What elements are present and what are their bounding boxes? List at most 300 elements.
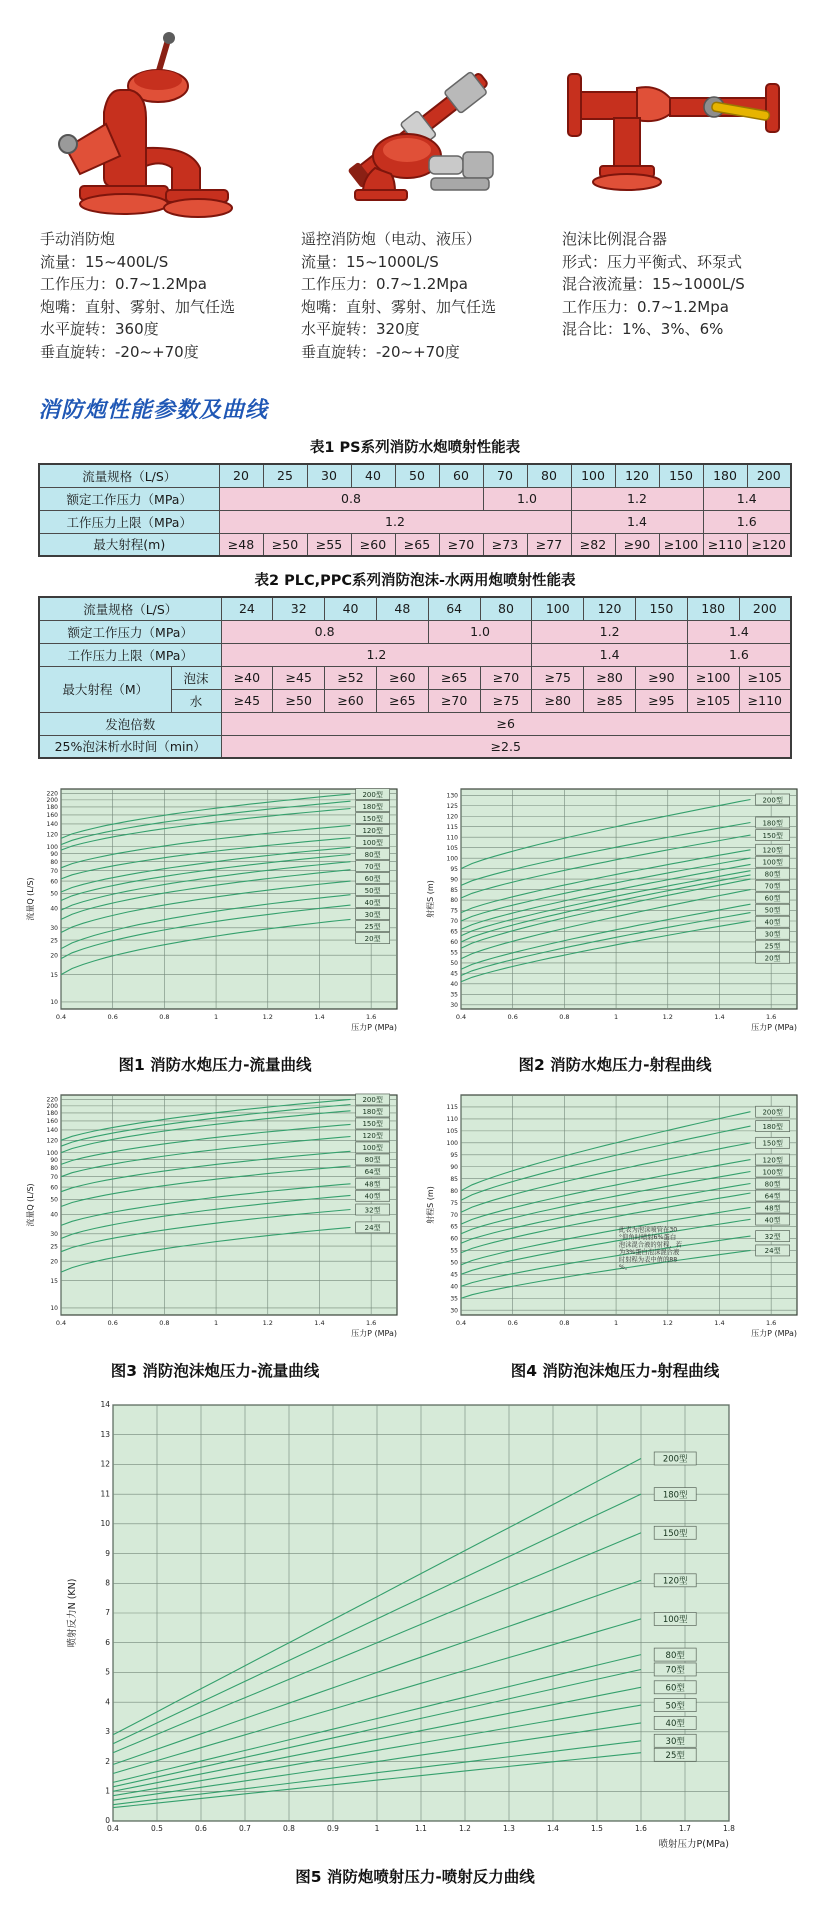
table-data-cell: 1.2 xyxy=(532,620,687,643)
y-axis-tick: 90 xyxy=(50,1156,58,1164)
y-axis-tick: 120 xyxy=(446,813,458,821)
y-axis-tick: 15 xyxy=(50,1277,58,1285)
y-axis-tick: 180 xyxy=(46,1110,58,1118)
curve-label-80型: 80型 xyxy=(764,870,781,879)
figure5-caption: 图5 消防炮喷射压力-喷射反力曲线 xyxy=(295,1868,535,1886)
table-data-cell: ≥90 xyxy=(615,533,659,556)
curve-label-60型: 60型 xyxy=(764,894,781,903)
curve-label-180型: 180型 xyxy=(662,1490,688,1501)
table-data-cell: ≥77 xyxy=(527,533,571,556)
chart-fig4 xyxy=(423,1087,807,1353)
y-axis-tick: 70 xyxy=(450,918,458,926)
table-data-cell: 0.8 xyxy=(219,487,483,510)
y-axis-tick: 10 xyxy=(100,1519,110,1529)
x-axis-tick: 1.2 xyxy=(459,1824,471,1833)
figure-5 xyxy=(55,1393,775,1887)
y-axis-tick: 30 xyxy=(50,1231,58,1239)
curve-label-25型: 25型 xyxy=(364,922,381,931)
x-axis-label: 压力P (MPa) xyxy=(351,1329,397,1338)
table-data-cell: 1.2 xyxy=(219,510,571,533)
y-axis-tick: 100 xyxy=(446,855,458,863)
table-header-value: 32 xyxy=(273,597,325,620)
curve-label-25型: 25型 xyxy=(764,942,781,951)
table-data-cell: ≥110 xyxy=(739,689,791,712)
curve-label-180型: 180型 xyxy=(762,819,783,828)
x-axis-tick: 1.7 xyxy=(679,1824,691,1833)
y-axis-tick: 1 xyxy=(105,1786,110,1796)
y-axis-tick: 6 xyxy=(105,1637,110,1647)
table-data-cell: ≥70 xyxy=(428,689,480,712)
y-axis-label: 射程S (m) xyxy=(426,1186,435,1224)
product-spec-line: 炮嘴：直射、雾射、加气任选 xyxy=(301,297,497,316)
x-axis-tick: 1.2 xyxy=(262,1319,273,1327)
product-name: 手动消防炮 xyxy=(40,230,116,248)
curve-label-180型: 180型 xyxy=(762,1122,783,1131)
product-spec-line: 垂直旋转：-20~+70度 xyxy=(301,342,460,361)
curve-label-200型: 200型 xyxy=(362,790,383,799)
table-data-cell: ≥6 xyxy=(221,712,791,735)
table-data-cell: ≥105 xyxy=(739,666,791,689)
figure1-plot xyxy=(19,781,411,1051)
y-axis-tick: 220 xyxy=(46,790,58,798)
table-header-value: 40 xyxy=(325,597,377,620)
y-axis-tick: 10 xyxy=(50,1305,58,1313)
table-data-cell: 1.2 xyxy=(221,643,532,666)
x-axis-tick: 1.5 xyxy=(591,1824,603,1833)
curve-label-150型: 150型 xyxy=(762,1139,783,1148)
table-header-value: 24 xyxy=(221,597,273,620)
y-axis-tick: 11 xyxy=(100,1489,110,1499)
y-axis-tick: 55 xyxy=(450,949,458,957)
table-data-cell: ≥45 xyxy=(221,689,273,712)
figure4-caption: 图4 消防泡沫炮压力-射程曲线 xyxy=(510,1362,720,1380)
table-header-value: 40 xyxy=(351,464,395,487)
table-header-label: 流量规格（L/S） xyxy=(39,464,219,487)
manual-fire-monitor-image xyxy=(40,26,285,218)
figure3-plot xyxy=(19,1087,411,1357)
chart-fig1 xyxy=(23,781,407,1047)
table-data-cell: ≥70 xyxy=(439,533,483,556)
y-axis-tick: 50 xyxy=(450,1259,458,1267)
curve-label-50型: 50型 xyxy=(665,1701,685,1712)
table-data-cell: ≥80 xyxy=(584,666,636,689)
y-axis-tick: 115 xyxy=(446,823,458,831)
remote-fire-monitor-image xyxy=(301,26,546,218)
table-data-cell: ≥40 xyxy=(221,666,273,689)
y-axis-tick: 20 xyxy=(50,952,58,960)
figure3-caption: 图3 消防泡沫炮压力-流量曲线 xyxy=(110,1362,320,1380)
x-axis-tick: 1 xyxy=(214,1319,219,1327)
y-axis-tick: 40 xyxy=(450,981,458,989)
curve-label-200型: 200型 xyxy=(762,796,783,805)
y-axis-tick: 100 xyxy=(46,843,58,851)
table-row-label: 额定工作压力（MPa） xyxy=(39,487,219,510)
table-data-cell: ≥2.5 xyxy=(221,735,791,758)
table-header-value: 100 xyxy=(532,597,584,620)
y-axis-tick: 105 xyxy=(446,844,458,852)
table-header-value: 25 xyxy=(263,464,307,487)
curve-label-50型: 50型 xyxy=(764,906,781,915)
curve-label-30型: 30型 xyxy=(364,910,381,919)
curve-label-120型: 120型 xyxy=(762,1156,783,1165)
y-axis-tick: 75 xyxy=(450,1199,458,1207)
curve-label-48型: 48型 xyxy=(764,1204,781,1213)
table-data-cell: 1.2 xyxy=(571,487,703,510)
table-data-cell: ≥100 xyxy=(659,533,703,556)
section-title: 消防炮性能参数及曲线 xyxy=(38,398,269,423)
table-data-cell: ≥60 xyxy=(351,533,395,556)
table1-title: 表1 PS系列消防水炮喷射性能表 xyxy=(309,440,521,456)
curve-label-30型: 30型 xyxy=(665,1736,685,1747)
x-axis-tick: 0.6 xyxy=(107,1319,118,1327)
y-axis-tick: 30 xyxy=(50,925,58,933)
foam-proportioner-image xyxy=(562,26,812,218)
y-axis-tick: 140 xyxy=(46,821,58,829)
y-axis-tick: 140 xyxy=(46,1127,58,1135)
product-spec-line: 流量：15~1000L/S xyxy=(301,252,439,271)
table-data-cell: 1.4 xyxy=(571,510,703,533)
curve-label-100型: 100型 xyxy=(762,1168,783,1177)
curve-label-70型: 70型 xyxy=(364,862,381,871)
curve-label-80型: 80型 xyxy=(364,1156,381,1165)
table-data-cell: 1.0 xyxy=(483,487,571,510)
x-axis-tick: 1.2 xyxy=(662,1319,673,1327)
x-axis-tick: 0.6 xyxy=(107,1013,118,1021)
x-axis-tick: 1 xyxy=(374,1824,380,1833)
y-axis-tick: 45 xyxy=(450,970,458,978)
chart-fig5 xyxy=(65,1393,765,1859)
curve-label-20型: 20型 xyxy=(764,954,781,963)
table-header-value: 70 xyxy=(483,464,527,487)
y-axis-tick: 60 xyxy=(50,1184,58,1192)
table-header-label: 流量规格（L/S） xyxy=(39,597,221,620)
x-axis-tick: 1.6 xyxy=(635,1824,647,1833)
x-axis-tick: 1.1 xyxy=(415,1824,427,1833)
x-axis-tick: 1.4 xyxy=(547,1824,559,1833)
x-axis-tick: 1.4 xyxy=(314,1319,325,1327)
curve-label-100型: 100型 xyxy=(362,1144,383,1153)
table-data-cell: 1.6 xyxy=(687,643,791,666)
table-data-cell: ≥65 xyxy=(376,689,428,712)
table-data-cell: ≥48 xyxy=(219,533,263,556)
curve-label-150型: 150型 xyxy=(662,1528,688,1539)
x-axis-label: 压力P (MPa) xyxy=(351,1023,397,1032)
y-axis-tick: 8 xyxy=(105,1578,110,1588)
x-axis-tick: 0.8 xyxy=(559,1319,570,1327)
y-axis-tick: 80 xyxy=(50,858,58,866)
x-axis-tick: 1.6 xyxy=(765,1319,777,1327)
y-axis-tick: 85 xyxy=(450,1175,458,1183)
curve-label-40型: 40型 xyxy=(364,898,381,907)
x-axis-tick: 0.4 xyxy=(455,1013,467,1021)
y-axis-tick: 130 xyxy=(446,792,458,800)
y-axis-tick: 7 xyxy=(105,1608,110,1618)
table-data-cell: ≥110 xyxy=(703,533,747,556)
figure-3 xyxy=(19,1087,411,1381)
table-data-cell: ≥65 xyxy=(395,533,439,556)
table-header-value: 30 xyxy=(307,464,351,487)
table1 xyxy=(38,463,792,557)
y-axis-tick: 70 xyxy=(50,867,58,875)
y-axis-tick: 100 xyxy=(46,1149,58,1157)
table-header-value: 180 xyxy=(687,597,739,620)
y-axis-tick: 0 xyxy=(105,1816,110,1826)
table-header-value: 48 xyxy=(376,597,428,620)
table-data-cell: 0.8 xyxy=(221,620,428,643)
y-axis-tick: 125 xyxy=(446,802,458,810)
y-axis-tick: 115 xyxy=(446,1104,458,1112)
table-row-label: 最大射程(m) xyxy=(39,533,219,556)
x-axis-tick: 0.4 xyxy=(455,1319,467,1327)
x-axis-tick: 0.7 xyxy=(239,1824,251,1833)
curve-label-50型: 50型 xyxy=(364,886,381,895)
table-data-cell: ≥100 xyxy=(687,666,739,689)
table-header-value: 60 xyxy=(439,464,483,487)
y-axis-tick: 40 xyxy=(50,905,58,913)
curve-label-200型: 200型 xyxy=(762,1108,783,1117)
curve-label-25型: 25型 xyxy=(665,1750,685,1761)
y-axis-tick: 85 xyxy=(450,886,458,894)
table-data-cell: 1.4 xyxy=(687,620,791,643)
x-axis-tick: 1.4 xyxy=(714,1319,725,1327)
table-row-label: 发泡倍数 xyxy=(39,712,221,735)
x-axis-tick: 0.6 xyxy=(507,1013,518,1021)
product-specs xyxy=(562,251,812,341)
x-axis-tick: 0.6 xyxy=(195,1824,207,1833)
x-axis-tick: 0.8 xyxy=(159,1013,170,1021)
table-data-cell: ≥50 xyxy=(273,689,325,712)
y-axis-tick: 45 xyxy=(450,1271,458,1279)
curve-label-24型: 24型 xyxy=(764,1247,781,1256)
x-axis-tick: 0.8 xyxy=(283,1824,295,1833)
y-axis-tick: 110 xyxy=(446,834,458,842)
y-axis-tick: 20 xyxy=(50,1258,58,1266)
table-data-cell: ≥60 xyxy=(325,689,377,712)
table-data-cell: 1.4 xyxy=(532,643,687,666)
table1-block xyxy=(0,436,830,557)
x-axis-tick: 0.4 xyxy=(55,1013,67,1021)
table-data-cell: ≥90 xyxy=(636,666,688,689)
x-axis-tick: 1.4 xyxy=(714,1013,725,1021)
x-axis-tick: 1.3 xyxy=(503,1824,515,1833)
table-data-cell: 1.0 xyxy=(428,620,532,643)
curve-label-200型: 200型 xyxy=(362,1096,383,1105)
y-axis-tick: 12 xyxy=(100,1459,110,1469)
y-axis-tick: 40 xyxy=(50,1211,58,1219)
table-header-value: 200 xyxy=(747,464,791,487)
y-axis-tick: 70 xyxy=(450,1211,458,1219)
table2-block xyxy=(0,569,830,759)
x-axis-tick: 1.2 xyxy=(262,1013,273,1021)
product-text xyxy=(40,228,285,363)
products-section xyxy=(0,0,830,363)
curve-label-100型: 100型 xyxy=(362,838,383,847)
y-axis-tick: 65 xyxy=(450,928,458,936)
curve-label-40型: 40型 xyxy=(764,1216,781,1225)
x-axis-tick: 1.4 xyxy=(314,1013,325,1021)
x-axis-tick: 0.5 xyxy=(151,1824,163,1833)
y-axis-tick: 50 xyxy=(50,890,58,898)
product-spec-line: 水平旋转：320度 xyxy=(301,320,420,338)
x-axis-tick: 0.8 xyxy=(559,1013,570,1021)
x-axis-tick: 1 xyxy=(614,1319,619,1327)
curve-label-100型: 100型 xyxy=(762,858,783,867)
table-data-cell: ≥65 xyxy=(428,666,480,689)
table-data-cell: ≥75 xyxy=(480,689,532,712)
y-axis-tick: 200 xyxy=(46,1103,58,1111)
y-axis-label: 流量Q (L/S) xyxy=(26,1183,35,1227)
product-spec-line: 水平旋转：360度 xyxy=(40,320,159,338)
y-axis-tick: 160 xyxy=(46,1118,58,1126)
x-axis-label: 压力P (MPa) xyxy=(751,1329,797,1338)
table-header-value: 150 xyxy=(636,597,688,620)
curve-label-150型: 150型 xyxy=(762,831,783,840)
table-row-label: 额定工作压力（MPa） xyxy=(39,620,221,643)
curve-label-120型: 120型 xyxy=(362,1132,383,1141)
y-axis-tick: 4 xyxy=(105,1697,110,1707)
y-axis-tick: 95 xyxy=(450,1151,458,1159)
table-data-cell: ≥105 xyxy=(687,689,739,712)
table-data-cell: ≥120 xyxy=(747,533,791,556)
x-axis-tick: 0.8 xyxy=(159,1319,170,1327)
figure5-plot xyxy=(55,1393,775,1863)
product-specs xyxy=(301,251,546,364)
product-spec-line: 工作压力：0.7~1.2Mpa xyxy=(562,297,729,316)
table-header-value: 180 xyxy=(703,464,747,487)
table-header-value: 80 xyxy=(527,464,571,487)
curve-label-150型: 150型 xyxy=(362,1120,383,1129)
product-text xyxy=(301,228,546,363)
product-specs xyxy=(40,251,285,364)
chart-fig2 xyxy=(423,781,807,1047)
product-card-foam-proportioner xyxy=(562,26,812,363)
y-axis-tick: 120 xyxy=(46,831,58,839)
y-axis-tick: 180 xyxy=(46,804,58,812)
y-axis-tick: 10 xyxy=(50,999,58,1007)
figure4-plot xyxy=(419,1087,811,1357)
table-data-cell: ≥50 xyxy=(263,533,307,556)
table-row-label: 工作压力上限（MPa） xyxy=(39,643,221,666)
curve-label-70型: 70型 xyxy=(764,882,781,891)
y-axis-label: 喷射反力N (KN) xyxy=(67,1578,78,1648)
curve-label-180型: 180型 xyxy=(362,1108,383,1117)
product-spec-line: 炮嘴：直射、雾射、加气任选 xyxy=(40,297,236,316)
y-axis-tick: 30 xyxy=(450,1002,458,1010)
y-axis-tick: 35 xyxy=(450,991,458,999)
table-data-cell: ≥55 xyxy=(307,533,351,556)
y-axis-tick: 80 xyxy=(450,897,458,905)
table2 xyxy=(38,596,792,759)
y-axis-tick: 95 xyxy=(450,865,458,873)
table-header-value: 100 xyxy=(571,464,615,487)
y-axis-tick: 15 xyxy=(50,971,58,979)
curve-label-200型: 200型 xyxy=(662,1454,688,1465)
product-spec-line: 混合液流量：15~1000L/S xyxy=(562,275,745,293)
product-spec-line: 垂直旋转：-20~+70度 xyxy=(40,342,199,361)
curve-label-120型: 120型 xyxy=(762,846,783,855)
y-axis-tick: 80 xyxy=(50,1164,58,1172)
y-axis-tick: 25 xyxy=(50,1243,58,1251)
curve-label-100型: 100型 xyxy=(662,1615,688,1626)
x-axis-tick: 1 xyxy=(214,1013,219,1021)
product-name: 遥控消防炮（电动、液压） xyxy=(301,230,482,248)
curve-label-40型: 40型 xyxy=(764,918,781,927)
product-card-remote-monitor xyxy=(301,26,546,363)
y-axis-tick: 100 xyxy=(446,1140,458,1148)
y-axis-tick: 120 xyxy=(46,1137,58,1145)
x-axis-tick: 1.6 xyxy=(365,1013,377,1021)
y-axis-tick: 35 xyxy=(450,1295,458,1303)
curve-label-20型: 20型 xyxy=(364,934,381,943)
figure2-plot xyxy=(419,781,811,1051)
charts-section xyxy=(0,775,830,1893)
curve-label-40型: 40型 xyxy=(364,1192,381,1201)
table-data-cell: ≥80 xyxy=(532,689,584,712)
curve-label-64型: 64型 xyxy=(364,1168,381,1177)
table-row-label: 最大射程（M） xyxy=(39,666,171,712)
curve-label-80型: 80型 xyxy=(665,1650,685,1661)
curve-label-64型: 64型 xyxy=(764,1192,781,1201)
table-header-value: 50 xyxy=(395,464,439,487)
y-axis-tick: 55 xyxy=(450,1247,458,1255)
y-axis-tick: 14 xyxy=(100,1400,110,1410)
figure1-caption: 图1 消防水炮压力-流量曲线 xyxy=(118,1056,312,1074)
curve-label-80型: 80型 xyxy=(764,1180,781,1189)
curve-label-40型: 40型 xyxy=(665,1719,685,1730)
table-row-label: 25%泡沫析水时间（min） xyxy=(39,735,221,758)
table-header-value: 200 xyxy=(739,597,791,620)
curve-label-150型: 150型 xyxy=(362,814,383,823)
table-data-cell: ≥60 xyxy=(376,666,428,689)
table-row-sublabel: 水 xyxy=(171,689,221,712)
x-axis-label: 压力P (MPa) xyxy=(751,1023,797,1032)
product-spec-line: 工作压力：0.7~1.2Mpa xyxy=(301,275,468,293)
table-data-cell: ≥73 xyxy=(483,533,527,556)
curve-label-60型: 60型 xyxy=(665,1683,685,1694)
x-axis-tick: 1.6 xyxy=(765,1013,777,1021)
y-axis-label: 射程S (m) xyxy=(426,880,435,918)
table-data-cell: 1.4 xyxy=(703,487,791,510)
y-axis-tick: 30 xyxy=(450,1307,458,1315)
x-axis-tick: 0.4 xyxy=(107,1824,119,1833)
y-axis-tick: 110 xyxy=(446,1116,458,1124)
table-header-value: 80 xyxy=(480,597,532,620)
curve-label-32型: 32型 xyxy=(364,1206,381,1215)
y-axis-tick: 25 xyxy=(50,937,58,945)
y-axis-tick: 90 xyxy=(450,1163,458,1171)
table2-title: 表2 PLC,PPC系列消防泡沫-水两用炮喷射性能表 xyxy=(254,573,576,589)
table-data-cell: ≥82 xyxy=(571,533,615,556)
y-axis-label: 流量Q (L/S) xyxy=(26,877,35,921)
y-axis-tick: 50 xyxy=(50,1196,58,1204)
figure-1 xyxy=(19,781,411,1075)
y-axis-tick: 80 xyxy=(450,1187,458,1195)
x-axis-tick: 0.6 xyxy=(507,1319,518,1327)
y-axis-tick: 13 xyxy=(100,1429,110,1439)
y-axis-tick: 9 xyxy=(105,1548,110,1558)
curve-label-32型: 32型 xyxy=(764,1232,781,1241)
y-axis-tick: 90 xyxy=(50,850,58,858)
curve-label-60型: 60型 xyxy=(364,874,381,883)
table-data-cell: ≥52 xyxy=(325,666,377,689)
curve-label-48型: 48型 xyxy=(364,1180,381,1189)
y-axis-tick: 65 xyxy=(450,1223,458,1231)
curve-label-120型: 120型 xyxy=(662,1576,688,1587)
figure-4 xyxy=(419,1087,811,1381)
table-header-value: 64 xyxy=(428,597,480,620)
table-header-value: 20 xyxy=(219,464,263,487)
table-data-cell: ≥75 xyxy=(532,666,584,689)
